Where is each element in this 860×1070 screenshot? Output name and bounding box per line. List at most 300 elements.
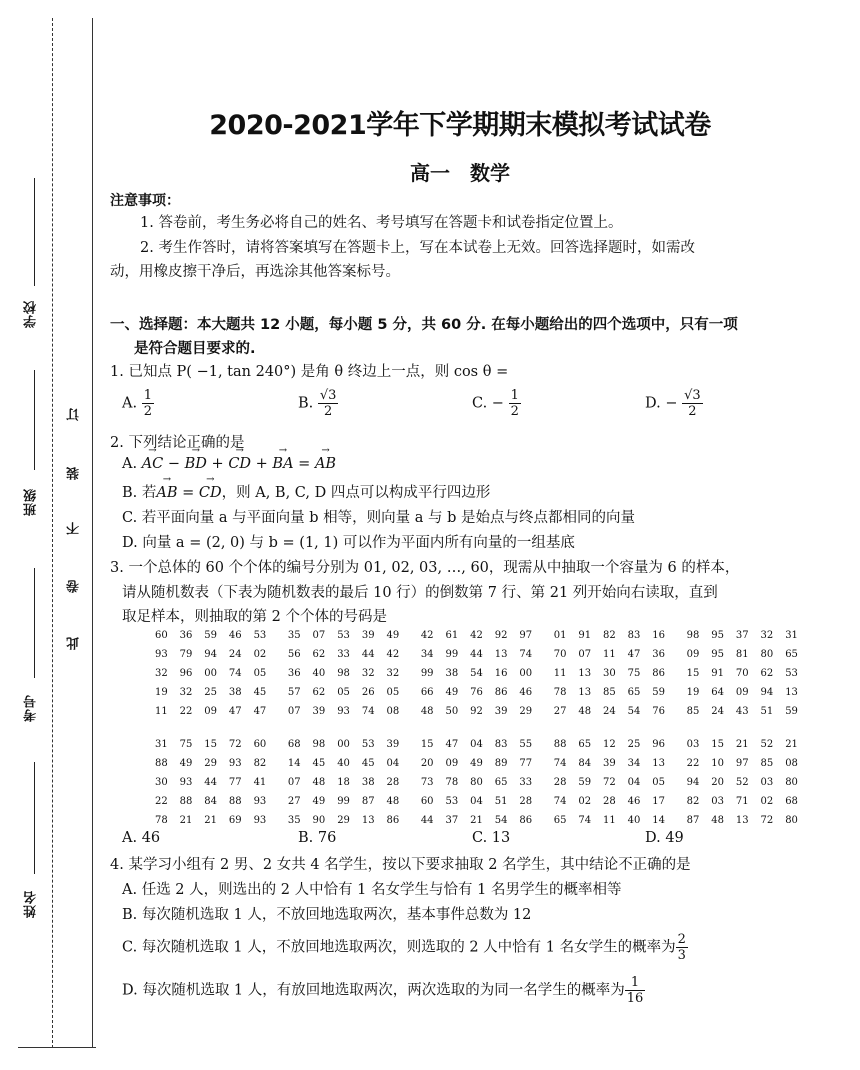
table-cell: 09 — [735, 687, 749, 698]
fraction — [318, 388, 339, 419]
q3-option-d: D. 49 — [645, 830, 684, 846]
table-cell: 00 — [204, 668, 218, 679]
vector: → BA — [272, 456, 293, 472]
group-gap — [544, 811, 554, 830]
table-cell: 53 — [445, 796, 459, 807]
group-gap — [411, 754, 421, 773]
table-cell: 11 — [603, 815, 616, 826]
q2-option-a: A. → AC − → BD + → CD + → BA = → AB — [122, 456, 336, 472]
table-cell: 17 — [652, 796, 666, 807]
q1-option-b — [298, 388, 338, 419]
group-gap — [411, 664, 421, 683]
table-row — [155, 702, 810, 721]
table-row — [155, 626, 810, 645]
group-gap — [278, 773, 288, 792]
table-cell: 28 — [603, 796, 616, 807]
table-cell: 13 — [735, 815, 749, 826]
table-cell: 45 — [253, 687, 267, 698]
table-cell: 74 — [228, 668, 242, 679]
notice-heading: 注意事项： — [110, 193, 180, 209]
table-cell: 42 — [386, 649, 400, 660]
table-cell: 35 — [287, 630, 301, 641]
frac-den: 2 — [688, 404, 697, 419]
notice-item-2: 2. 考生作答时，请将答案填写在答题卡上，写在本试卷上无效。回答选择题时，如需改 — [140, 240, 695, 256]
class-blank — [34, 370, 35, 470]
group-gap — [677, 792, 687, 811]
table-cell: 93 — [253, 815, 267, 826]
seal-word: 卷 — [67, 580, 82, 593]
q3-option-a: A. 46 — [122, 830, 161, 846]
q4-option-c — [122, 932, 688, 963]
table-cell: 07 — [312, 630, 326, 641]
table-cell: 70 — [735, 668, 749, 679]
section-line-2: 是符合题目要求的. — [134, 341, 256, 357]
table-cell: 96 — [652, 739, 666, 750]
table-cell: 15 — [204, 739, 218, 750]
table-cell: 28 — [519, 796, 533, 807]
table-cell: 40 — [312, 668, 326, 679]
table-cell: 94 — [204, 649, 218, 660]
table-cell: 93 — [228, 758, 242, 769]
group-gap — [544, 626, 554, 645]
dashed-cut-line — [52, 18, 53, 1048]
section-heading — [110, 313, 800, 361]
table-cell: 54 — [627, 706, 641, 717]
q2-option-c: C. 若平面向量 a 与平面向量 b 相等，则向量 a 与 b 是始点与终点都相同的向量 — [122, 510, 636, 526]
vector: → CD — [228, 456, 251, 472]
table-cell: 43 — [735, 706, 749, 717]
table-cell: 27 — [553, 706, 567, 717]
group-gap — [544, 683, 554, 702]
table-row — [155, 754, 810, 773]
margin-rule — [92, 18, 93, 1048]
table-cell: 31 — [155, 739, 168, 750]
group-gap — [411, 683, 421, 702]
q3-stem-line-3: 取足样本，则抽取的第 2 个个体的号码是 — [122, 609, 387, 625]
table-cell: 95 — [711, 649, 724, 660]
table-cell: 03 — [686, 739, 700, 750]
table-cell: 18 — [337, 777, 350, 788]
table-row — [155, 664, 810, 683]
table-cell: 59 — [785, 706, 798, 717]
table-cell: 52 — [735, 777, 749, 788]
table-cell: 60 — [155, 630, 168, 641]
table-cell: 61 — [445, 630, 459, 641]
table-cell: 21 — [179, 815, 193, 826]
frac-num: √3 — [684, 388, 701, 403]
frac-num: √3 — [319, 388, 337, 403]
vector: → AC — [142, 456, 164, 472]
table-cell: 13 — [785, 687, 798, 698]
table-cell: 98 — [337, 668, 350, 679]
group-gap — [278, 754, 288, 773]
frac-den: 2 — [510, 404, 519, 419]
table-cell: 13 — [578, 687, 592, 698]
table-cell: 65 — [578, 739, 592, 750]
vector: → AB — [315, 456, 336, 472]
table-cell: 05 — [652, 777, 666, 788]
table-cell: 93 — [179, 777, 193, 788]
table-cell: 70 — [553, 649, 567, 660]
table-cell: 88 — [553, 739, 567, 750]
table-cell: 20 — [711, 777, 724, 788]
table-cell: 39 — [494, 706, 508, 717]
group-gap — [278, 645, 288, 664]
table-cell: 95 — [711, 630, 724, 641]
table-cell: 54 — [494, 815, 508, 826]
table-cell: 29 — [204, 758, 218, 769]
frac-den: 2 — [324, 404, 333, 419]
table-cell: 07 — [578, 649, 592, 660]
frac-num: 2 — [677, 932, 686, 947]
table-cell: 53 — [337, 630, 350, 641]
option-label: B. — [298, 395, 314, 412]
table-cell: 30 — [603, 668, 616, 679]
table-cell: 77 — [519, 758, 533, 769]
frac-num: 1 — [510, 388, 519, 403]
table-cell: 09 — [686, 649, 700, 660]
table-cell: 85 — [603, 687, 616, 698]
table-cell: 02 — [578, 796, 592, 807]
table-cell: 00 — [337, 739, 350, 750]
table-cell: 59 — [652, 687, 666, 698]
table-cell: 94 — [760, 687, 774, 698]
table-cell: 80 — [785, 815, 798, 826]
q3-option-c: C. 13 — [472, 830, 511, 846]
fraction — [625, 975, 646, 1006]
table-cell: 81 — [735, 649, 749, 660]
table-cell: 33 — [519, 777, 533, 788]
group-gap — [278, 683, 288, 702]
notice-item-1: 1. 答卷前，考生务必将自己的姓名、考号填写在答题卡和试卷指定位置上。 — [140, 215, 623, 231]
table-cell: 09 — [204, 706, 218, 717]
table-cell: 32 — [179, 687, 193, 698]
table-cell: 82 — [603, 630, 616, 641]
table-cell: 46 — [519, 687, 533, 698]
table-cell: 91 — [711, 668, 724, 679]
table-cell: 92 — [494, 630, 508, 641]
table-cell: 52 — [760, 739, 774, 750]
table-cell: 16 — [652, 630, 666, 641]
group-gap — [544, 702, 554, 721]
name-blank — [34, 762, 35, 874]
table-cell: 89 — [494, 758, 508, 769]
table-cell: 39 — [361, 630, 375, 641]
group-gap — [677, 645, 687, 664]
table-cell: 72 — [228, 739, 242, 750]
table-cell: 99 — [445, 649, 459, 660]
table-cell: 94 — [686, 777, 700, 788]
table-cell: 85 — [760, 758, 774, 769]
table-cell: 27 — [287, 796, 301, 807]
table-row — [155, 773, 810, 792]
table-cell: 00 — [519, 668, 533, 679]
group-gap — [677, 754, 687, 773]
q4-option-b: B. 每次随机选取 1 人，不放回地选取两次，基本事件总数为 12 — [122, 907, 532, 923]
option-text: ，则 A, B, C, D 四点可以构成平行四边形 — [221, 485, 491, 501]
table-cell: 09 — [445, 758, 459, 769]
seal-word: 此 — [67, 637, 82, 650]
vector: → CD — [199, 485, 222, 501]
table-cell: 36 — [287, 668, 301, 679]
table-cell: 65 — [627, 687, 641, 698]
group-gap — [411, 645, 421, 664]
table-cell: 84 — [204, 796, 218, 807]
exam-subtitle: 高一 数学 — [410, 161, 510, 185]
table-cell: 35 — [287, 815, 301, 826]
seal-word: 装 — [67, 467, 82, 480]
table-cell: 01 — [553, 630, 567, 641]
table-cell: 22 — [686, 758, 700, 769]
table-cell: 98 — [686, 630, 700, 641]
table-cell: 32 — [386, 668, 400, 679]
group-gap — [411, 811, 421, 830]
table-cell: 73 — [420, 777, 434, 788]
table-cell: 69 — [228, 815, 242, 826]
table-cell: 19 — [155, 687, 168, 698]
fraction — [142, 388, 154, 419]
group-gap — [677, 626, 687, 645]
group-gap — [411, 792, 421, 811]
table-cell: 97 — [735, 758, 749, 769]
table-row — [155, 811, 810, 830]
group-gap — [278, 664, 288, 683]
table-cell: 25 — [627, 739, 641, 750]
table-cell: 83 — [627, 630, 641, 641]
table-cell: 04 — [470, 796, 483, 807]
table-cell: 44 — [420, 815, 434, 826]
table-cell: 12 — [603, 739, 616, 750]
group-gap — [278, 792, 288, 811]
group-gap — [677, 683, 687, 702]
table-cell: 48 — [578, 706, 592, 717]
table-cell: 44 — [470, 649, 483, 660]
table-cell: 54 — [470, 668, 483, 679]
table-cell: 14 — [287, 758, 301, 769]
table-cell: 68 — [785, 796, 798, 807]
table-cell: 38 — [445, 668, 459, 679]
table-cell: 45 — [312, 758, 326, 769]
table-cell: 21 — [470, 815, 483, 826]
table-cell: 68 — [287, 739, 301, 750]
table-cell: 28 — [553, 777, 567, 788]
frac-num: 1 — [625, 975, 646, 991]
group-gap — [544, 754, 554, 773]
table-cell: 60 — [253, 739, 267, 750]
table-cell: 26 — [361, 687, 375, 698]
group-gap — [411, 702, 421, 721]
table-cell: 32 — [155, 668, 168, 679]
table-cell: 74 — [519, 649, 533, 660]
table-cell: 24 — [228, 649, 242, 660]
table-cell: 25 — [204, 687, 218, 698]
table-cell: 34 — [420, 649, 434, 660]
table-cell: 47 — [253, 706, 267, 717]
table-cell: 72 — [760, 815, 774, 826]
table-cell: 02 — [760, 796, 774, 807]
group-gap — [411, 735, 421, 754]
name-label: 姓名 — [24, 890, 39, 918]
table-cell: 30 — [155, 777, 168, 788]
binding-margin — [0, 0, 95, 1070]
q1-option-d — [645, 388, 703, 419]
group-gap — [677, 773, 687, 792]
table-cell: 11 — [553, 668, 567, 679]
table-cell: 51 — [760, 706, 774, 717]
table-cell: 07 — [287, 706, 301, 717]
table-cell: 41 — [253, 777, 267, 788]
table-cell: 97 — [519, 630, 533, 641]
option-label: D. − — [645, 395, 678, 412]
table-cell: 28 — [386, 777, 400, 788]
table-cell: 76 — [470, 687, 483, 698]
table-cell: 59 — [204, 630, 218, 641]
table-cell: 93 — [155, 649, 168, 660]
q4-option-d — [122, 975, 645, 1006]
table-cell: 21 — [735, 739, 749, 750]
group-gap — [278, 735, 288, 754]
table-cell: 36 — [652, 649, 666, 660]
random-number-table-bottom — [155, 735, 810, 830]
group-gap — [411, 773, 421, 792]
table-cell: 11 — [155, 706, 168, 717]
table-cell: 88 — [155, 758, 168, 769]
table-cell: 62 — [312, 687, 326, 698]
table-cell: 15 — [686, 668, 700, 679]
option-text: D. 每次随机选取 1 人，有放回地选取两次，两次选取的为同一名学生的概率为 — [122, 982, 625, 999]
group-gap — [544, 735, 554, 754]
table-cell: 90 — [312, 815, 326, 826]
fraction — [682, 388, 703, 419]
group-gap — [278, 811, 288, 830]
group-gap — [677, 702, 687, 721]
table-cell: 49 — [312, 796, 326, 807]
table-cell: 74 — [553, 758, 567, 769]
seal-word: 订 — [67, 408, 82, 421]
table-cell: 47 — [445, 739, 459, 750]
vector: → BD — [185, 456, 207, 472]
table-cell: 78 — [155, 815, 168, 826]
table-cell: 53 — [361, 739, 375, 750]
frac-den: 16 — [626, 991, 644, 1006]
table-cell: 48 — [420, 706, 434, 717]
table-cell: 88 — [179, 796, 193, 807]
table-cell: 53 — [785, 668, 798, 679]
table-cell: 39 — [603, 758, 616, 769]
table-cell: 66 — [420, 687, 434, 698]
table-cell: 76 — [652, 706, 666, 717]
table-cell: 83 — [494, 739, 508, 750]
table-cell: 96 — [179, 668, 193, 679]
table-cell: 87 — [361, 796, 375, 807]
table-cell: 31 — [785, 630, 798, 641]
q2-option-d: D. 向量 a = (2, 0) 与 b = (1, 1) 可以作为平面内所有向量的一组基底 — [122, 535, 575, 551]
frac-den: 2 — [143, 404, 152, 419]
table-cell: 32 — [361, 668, 375, 679]
school-label: 学校 — [24, 300, 39, 328]
table-cell: 51 — [494, 796, 508, 807]
group-gap — [677, 664, 687, 683]
table-cell: 65 — [494, 777, 508, 788]
option-label: B. 若 — [122, 485, 157, 501]
table-cell: 65 — [785, 649, 798, 660]
seal-word: 不 — [67, 522, 82, 535]
table-cell: 03 — [760, 777, 774, 788]
table-cell: 08 — [386, 706, 400, 717]
table-cell: 38 — [361, 777, 375, 788]
table-cell: 24 — [711, 706, 724, 717]
table-cell: 62 — [312, 649, 326, 660]
table-cell: 50 — [445, 706, 459, 717]
table-cell: 13 — [578, 668, 592, 679]
table-row — [155, 683, 810, 702]
table-cell: 15 — [420, 739, 434, 750]
table-cell: 80 — [785, 777, 798, 788]
table-cell: 82 — [253, 758, 267, 769]
q3-stem-line-1: 3. 一个总体的 60 个个体的编号分别为 01, 02, 03, …, 60，现需从中抽取一个容量为 6 的样本， — [110, 560, 740, 576]
table-cell: 24 — [603, 706, 616, 717]
table-cell: 44 — [204, 777, 218, 788]
notice-item-2-cont: 动，用橡皮擦干净后，再选涂其他答案标号。 — [110, 264, 400, 280]
table-cell: 91 — [578, 630, 592, 641]
table-cell: 49 — [386, 630, 400, 641]
q2-stem: 2. 下列结论正确的是 — [110, 435, 245, 451]
table-cell: 53 — [253, 630, 267, 641]
option-label: A. — [122, 456, 138, 472]
group-gap — [278, 626, 288, 645]
section-line-1: 一、选择题：本大题共 12 小题，每小题 5 分，共 60 分. 在每小题给出的四个选项中，只有一项 — [110, 317, 738, 333]
table-cell: 93 — [253, 796, 267, 807]
table-cell: 56 — [287, 649, 301, 660]
table-cell: 47 — [627, 649, 641, 660]
table-cell: 16 — [494, 668, 508, 679]
table-cell: 75 — [627, 668, 641, 679]
random-number-table-top — [155, 626, 810, 721]
table-cell: 39 — [312, 706, 326, 717]
group-gap — [544, 792, 554, 811]
table-cell: 04 — [627, 777, 641, 788]
table-cell: 99 — [337, 796, 350, 807]
table-cell: 71 — [735, 796, 749, 807]
table-cell: 42 — [470, 630, 483, 641]
table-cell: 87 — [686, 815, 700, 826]
table-cell: 86 — [494, 687, 508, 698]
table-cell: 13 — [494, 649, 508, 660]
table-cell: 49 — [470, 758, 483, 769]
group-gap — [544, 773, 554, 792]
table-cell: 46 — [627, 796, 641, 807]
table-cell: 72 — [603, 777, 616, 788]
table-cell: 80 — [470, 777, 483, 788]
table-cell: 65 — [553, 815, 567, 826]
table-cell: 80 — [760, 649, 774, 660]
table-cell: 04 — [470, 739, 483, 750]
group-gap — [411, 626, 421, 645]
table-cell: 88 — [228, 796, 242, 807]
table-cell: 08 — [785, 758, 798, 769]
table-cell: 37 — [445, 815, 459, 826]
table-cell: 05 — [253, 668, 267, 679]
table-cell: 21 — [204, 815, 218, 826]
table-cell: 59 — [578, 777, 592, 788]
q4-stem: 4. 某学习小组有 2 男、2 女共 4 名学生，按以下要求抽取 2 名学生，其中结论不正确的是 — [110, 857, 691, 873]
table-cell: 86 — [652, 668, 666, 679]
exam-no-label: 考号 — [24, 694, 39, 722]
table-cell: 84 — [578, 758, 592, 769]
q2-option-b: B. 若→ AB = → CD，则 A, B, C, D 四点可以构成平行四边形 — [122, 481, 490, 502]
table-cell: 74 — [578, 815, 592, 826]
table-cell: 07 — [287, 777, 301, 788]
